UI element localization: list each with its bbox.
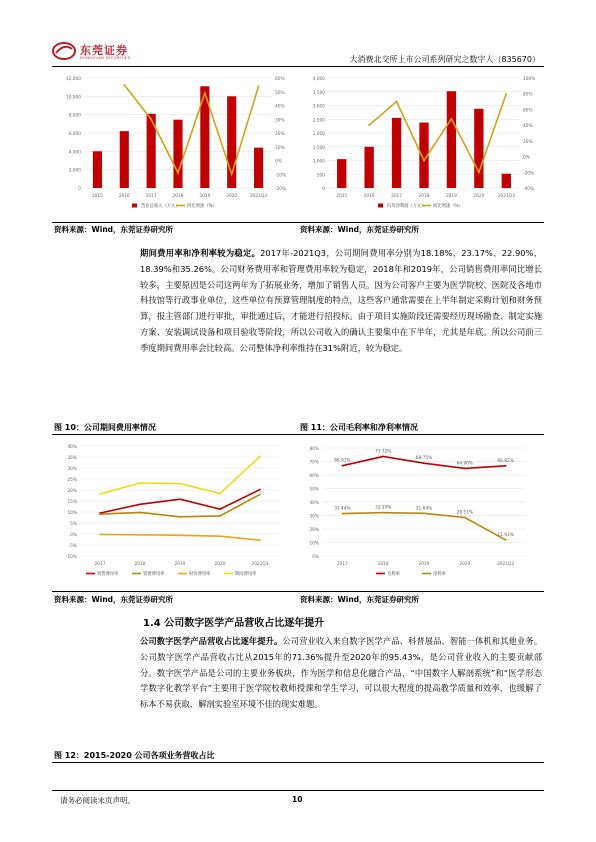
logo-name: 东莞证券 bbox=[80, 44, 128, 57]
header-rule bbox=[52, 66, 544, 67]
y2-tick-label: 40% bbox=[275, 104, 285, 110]
paragraph-body: 公司营业收入来自数字医学产品、科普展品、智能一体机和其他业务。公司数字医学产品营收占比从2015年的71.36%提升至2020年的95.43%，是公司营业收入的主要贡献部分。数字医学产品是公司的主要业务板块，作为医学和信息化融合产品，“中国数字人解剖系统”和“医学形态学数字化教学平台”主要用于医学院校教师授课和学生学习，可以很大程度的提高教学质量和效率，也缓解了标本不易获取、解剖实验室环境不佳的现实难题。 bbox=[140, 636, 542, 710]
y-tick-label: 10,000 bbox=[65, 95, 81, 101]
x-tick-label: 2018 bbox=[172, 194, 184, 199]
figure-rule bbox=[52, 434, 544, 435]
x-tick-label: 2021Q3 bbox=[250, 194, 268, 199]
y2-tick-label: 60% bbox=[275, 77, 285, 82]
y-tick-label: 15% bbox=[67, 500, 77, 505]
y-tick-label: 3,000 bbox=[312, 104, 325, 110]
x-tick-label: 2018 bbox=[134, 562, 146, 567]
y-tick-label: 0% bbox=[70, 533, 77, 538]
bar bbox=[502, 174, 511, 188]
data-point bbox=[219, 515, 221, 517]
series-line bbox=[100, 456, 260, 494]
x-tick-label: 2021Q3 bbox=[497, 562, 515, 567]
data-point bbox=[139, 534, 141, 536]
y-tick-label: 40% bbox=[67, 445, 77, 450]
data-label: 11.93% bbox=[497, 532, 514, 538]
data-point bbox=[259, 456, 261, 458]
data-point bbox=[423, 512, 425, 514]
y-tick-label: 500 bbox=[316, 173, 325, 179]
data-label: 31.44% bbox=[334, 506, 351, 512]
figure-rule bbox=[52, 222, 544, 223]
data-point bbox=[139, 512, 141, 514]
x-tick-label: 2016 bbox=[363, 194, 375, 199]
bar bbox=[392, 118, 401, 188]
source-note: 资料来源：Wind，东莞证券研究所 bbox=[300, 595, 420, 604]
data-point bbox=[139, 503, 141, 505]
x-tick-label: 2018 bbox=[377, 562, 389, 567]
data-point bbox=[423, 160, 425, 162]
legend-label: 销售费用率 bbox=[97, 572, 119, 577]
y2-tick-label: 20% bbox=[523, 139, 533, 145]
data-point bbox=[139, 482, 141, 484]
data-point bbox=[259, 494, 261, 496]
x-tick-label: 2021Q3 bbox=[497, 194, 515, 199]
legend-label: 营业总收入（万元） bbox=[141, 204, 180, 209]
y2-tick-label: 80% bbox=[523, 92, 533, 98]
y-tick-label: 2,500 bbox=[312, 118, 325, 124]
x-tick-label: 2017 bbox=[145, 194, 157, 199]
logo-subtitle: DONGGUAN SECURITIES bbox=[80, 56, 131, 60]
y2-tick-label: 60% bbox=[523, 108, 533, 114]
source-note: 资料来源：Wind，东莞证券研究所 bbox=[54, 225, 174, 234]
legend-swatch bbox=[132, 204, 137, 208]
x-tick-label: 2021Q3 bbox=[251, 562, 269, 567]
legend-label: 归母净利润（万元） bbox=[387, 204, 426, 209]
data-point bbox=[342, 513, 344, 515]
paragraph-digital-medical bbox=[140, 634, 542, 713]
series-line bbox=[124, 85, 258, 174]
series-line bbox=[100, 490, 260, 514]
data-label: 28.51% bbox=[456, 510, 473, 516]
y-tick-label: 0 bbox=[322, 187, 325, 192]
legend-label: 同比增速（%） bbox=[433, 204, 463, 209]
revenue-chart bbox=[58, 70, 298, 218]
y-tick-label: 20% bbox=[309, 528, 319, 533]
y-tick-label: 12,000 bbox=[65, 77, 81, 82]
y-tick-label: 0% bbox=[312, 555, 319, 560]
y-tick-label: 30% bbox=[309, 514, 319, 520]
data-point bbox=[219, 535, 221, 537]
y2-tick-label: 20% bbox=[275, 132, 285, 137]
series-line bbox=[100, 494, 260, 516]
y-tick-label: 35% bbox=[67, 456, 77, 461]
x-tick-label: 2015 bbox=[91, 194, 103, 199]
data-point bbox=[478, 171, 480, 173]
data-point bbox=[177, 172, 179, 174]
data-point bbox=[368, 124, 370, 126]
x-tick-label: 2020 bbox=[226, 194, 238, 199]
figure-12-title: 图 12：2015-2020 公司各项业务营收占比 bbox=[54, 751, 215, 760]
data-label: 66.82% bbox=[497, 458, 514, 464]
y-tick-label: -10% bbox=[65, 555, 77, 560]
y-tick-label: 20% bbox=[67, 489, 77, 494]
x-tick-label: 2017 bbox=[391, 194, 403, 199]
data-point bbox=[396, 101, 398, 103]
data-point bbox=[99, 534, 101, 536]
figure-rule bbox=[52, 762, 544, 763]
y-tick-label: 40% bbox=[309, 501, 319, 506]
data-point bbox=[219, 493, 221, 495]
data-point bbox=[342, 465, 344, 467]
y2-tick-label: -20% bbox=[523, 171, 535, 177]
data-label: 73.72% bbox=[375, 449, 392, 455]
y2-tick-label: 40% bbox=[523, 124, 533, 130]
y-tick-label: 4,000 bbox=[68, 150, 81, 156]
x-tick-label: 2017 bbox=[94, 562, 106, 567]
data-point bbox=[259, 489, 261, 491]
data-point bbox=[258, 85, 260, 87]
bar bbox=[120, 131, 129, 188]
data-point bbox=[259, 539, 261, 541]
x-tick-label: 2020 bbox=[459, 562, 471, 567]
data-point bbox=[231, 173, 233, 175]
y-tick-label: 5% bbox=[70, 522, 77, 527]
y2-tick-label: 10% bbox=[275, 145, 285, 151]
data-point bbox=[179, 534, 181, 536]
legend-label: 同比增速（%） bbox=[187, 204, 217, 209]
net-profit-chart bbox=[300, 70, 546, 218]
bar bbox=[173, 120, 182, 188]
footer-rule bbox=[52, 790, 544, 791]
paragraph-lead: 公司数字医学产品营收占比逐年提升。 bbox=[140, 636, 283, 646]
x-tick-label: 2020 bbox=[473, 194, 485, 199]
page-number: 10 bbox=[292, 795, 303, 804]
y-tick-label: 8,000 bbox=[68, 113, 81, 119]
y2-tick-label: 50% bbox=[275, 90, 285, 96]
y-tick-label: 2,000 bbox=[312, 132, 325, 137]
x-tick-label: 2017 bbox=[336, 562, 348, 567]
data-point bbox=[505, 93, 507, 95]
bar bbox=[254, 148, 263, 188]
y2-tick-label: 0% bbox=[275, 159, 282, 165]
data-point bbox=[179, 516, 181, 518]
x-tick-label: 2015 bbox=[336, 194, 348, 199]
figure-rule bbox=[52, 591, 544, 592]
y-tick-label: 0 bbox=[78, 187, 81, 192]
x-tick-label: 2018 bbox=[418, 194, 430, 199]
data-point bbox=[99, 513, 101, 515]
expense-ratio-chart bbox=[58, 440, 298, 588]
y-tick-label: 10% bbox=[67, 511, 77, 516]
bar bbox=[364, 147, 373, 188]
data-point bbox=[150, 118, 152, 120]
data-label: 31.64% bbox=[415, 506, 433, 512]
data-point bbox=[382, 456, 384, 458]
x-tick-label: 2020 bbox=[214, 562, 226, 567]
data-label: 32.10% bbox=[375, 505, 392, 511]
bar bbox=[93, 151, 102, 188]
legend-label: 财务费用率 bbox=[189, 572, 211, 577]
data-point bbox=[123, 84, 125, 86]
data-label: 66.91% bbox=[334, 458, 351, 464]
legend-label: 期间费用率 bbox=[235, 572, 257, 577]
data-point bbox=[464, 517, 466, 519]
data-point bbox=[423, 462, 425, 464]
y-tick-label: 6,000 bbox=[68, 132, 81, 137]
data-point bbox=[204, 92, 206, 94]
y-tick-label: 1,000 bbox=[312, 159, 325, 165]
y2-tick-label: -40% bbox=[523, 187, 535, 192]
y-tick-label: 3,500 bbox=[312, 90, 325, 96]
y-tick-label: 70% bbox=[309, 460, 319, 466]
y2-tick-label: 100% bbox=[523, 77, 536, 82]
y-tick-label: 10% bbox=[309, 541, 319, 547]
y-tick-label: -5% bbox=[68, 544, 77, 549]
data-point bbox=[179, 498, 181, 500]
section-title: 1.4 公司数字医学产品营收占比逐年提升 bbox=[143, 618, 325, 629]
header-title: 大消费北交所上市公司系列研究之数字人（835670） bbox=[349, 55, 540, 64]
data-point bbox=[219, 508, 221, 510]
series-line bbox=[342, 513, 505, 540]
y-tick-label: 50% bbox=[309, 487, 319, 493]
bar bbox=[474, 109, 483, 188]
legend-label: 净利率 bbox=[433, 572, 446, 577]
data-point bbox=[99, 493, 101, 495]
y-tick-label: 60% bbox=[309, 474, 319, 479]
x-tick-label: 2019 bbox=[174, 562, 186, 567]
margin-chart bbox=[300, 440, 546, 588]
y-tick-label: 30% bbox=[67, 467, 77, 472]
y2-tick-label: 30% bbox=[275, 118, 285, 124]
source-note: 资料来源：Wind，东莞证券研究所 bbox=[54, 595, 174, 604]
y-tick-label: 4,000 bbox=[312, 77, 325, 82]
data-label: 68.75% bbox=[415, 456, 433, 462]
data-point bbox=[505, 465, 507, 467]
bar bbox=[447, 91, 456, 188]
x-tick-label: 2019 bbox=[445, 194, 457, 199]
y-tick-label: 80% bbox=[309, 447, 319, 452]
y2-tick-label: -20% bbox=[275, 187, 287, 192]
x-tick-label: 2016 bbox=[118, 194, 130, 199]
x-tick-label: 2019 bbox=[199, 194, 211, 199]
y-tick-label: 1,500 bbox=[312, 145, 325, 151]
paragraph-lead: 期间费用率和净利率较为稳定。 bbox=[140, 248, 261, 258]
y2-tick-label: -10% bbox=[275, 173, 287, 179]
footer-note: 请务必阅读末页声明。 bbox=[60, 796, 135, 805]
figure-11-title: 图 11：公司毛利率和净利率情况 bbox=[300, 423, 418, 432]
data-point bbox=[464, 467, 466, 469]
data-point bbox=[382, 512, 384, 514]
figure-10-title: 图 10：公司期间费用率情况 bbox=[54, 423, 156, 432]
data-label: 64.90% bbox=[456, 461, 473, 467]
data-point bbox=[505, 539, 507, 541]
legend-label: 毛利率 bbox=[387, 572, 400, 577]
paragraph-body: 2017年-2021Q3，公司期间费用率分别为18.18%、23.17%、22.90%、18.39%和35.26%。公司财务费用率和管理费用率较为稳定，2018年和2019年，公司销售费用率同比增长较多，主要原因是公司这两年为了拓展业务，增加了销售人员。因为公司客户主要为医学院校、医院及各地市科技馆等行政事业单位，这些单位有预算管理制度的特点，这些客户通常需要在上半年制定采购计划和财务预算，报主管部门进行审批，审批通过后，才能进行招投标。由于项目实施阶段还需要经历现场勘查、制定实施方案、安装调试设备和项目验收等阶段，所以公司收入的确认主要集中在下半年，尤其是年底。所以公司前三季度期间费用率会比较高。公司整体净利率维持在31%附近，较为稳定。 bbox=[140, 248, 542, 353]
data-point bbox=[451, 118, 453, 120]
legend-swatch bbox=[378, 204, 383, 208]
legend-label: 管理费用率 bbox=[143, 572, 165, 577]
x-tick-label: 2019 bbox=[418, 562, 430, 567]
data-point bbox=[179, 483, 181, 485]
y2-tick-label: 0% bbox=[523, 155, 530, 161]
y-tick-label: 25% bbox=[67, 478, 77, 483]
paragraph-expense-ratio bbox=[140, 246, 542, 357]
source-note: 资料来源：Wind，东莞证券研究所 bbox=[300, 225, 420, 234]
bar bbox=[337, 159, 346, 188]
y-tick-label: 2,000 bbox=[68, 168, 81, 174]
